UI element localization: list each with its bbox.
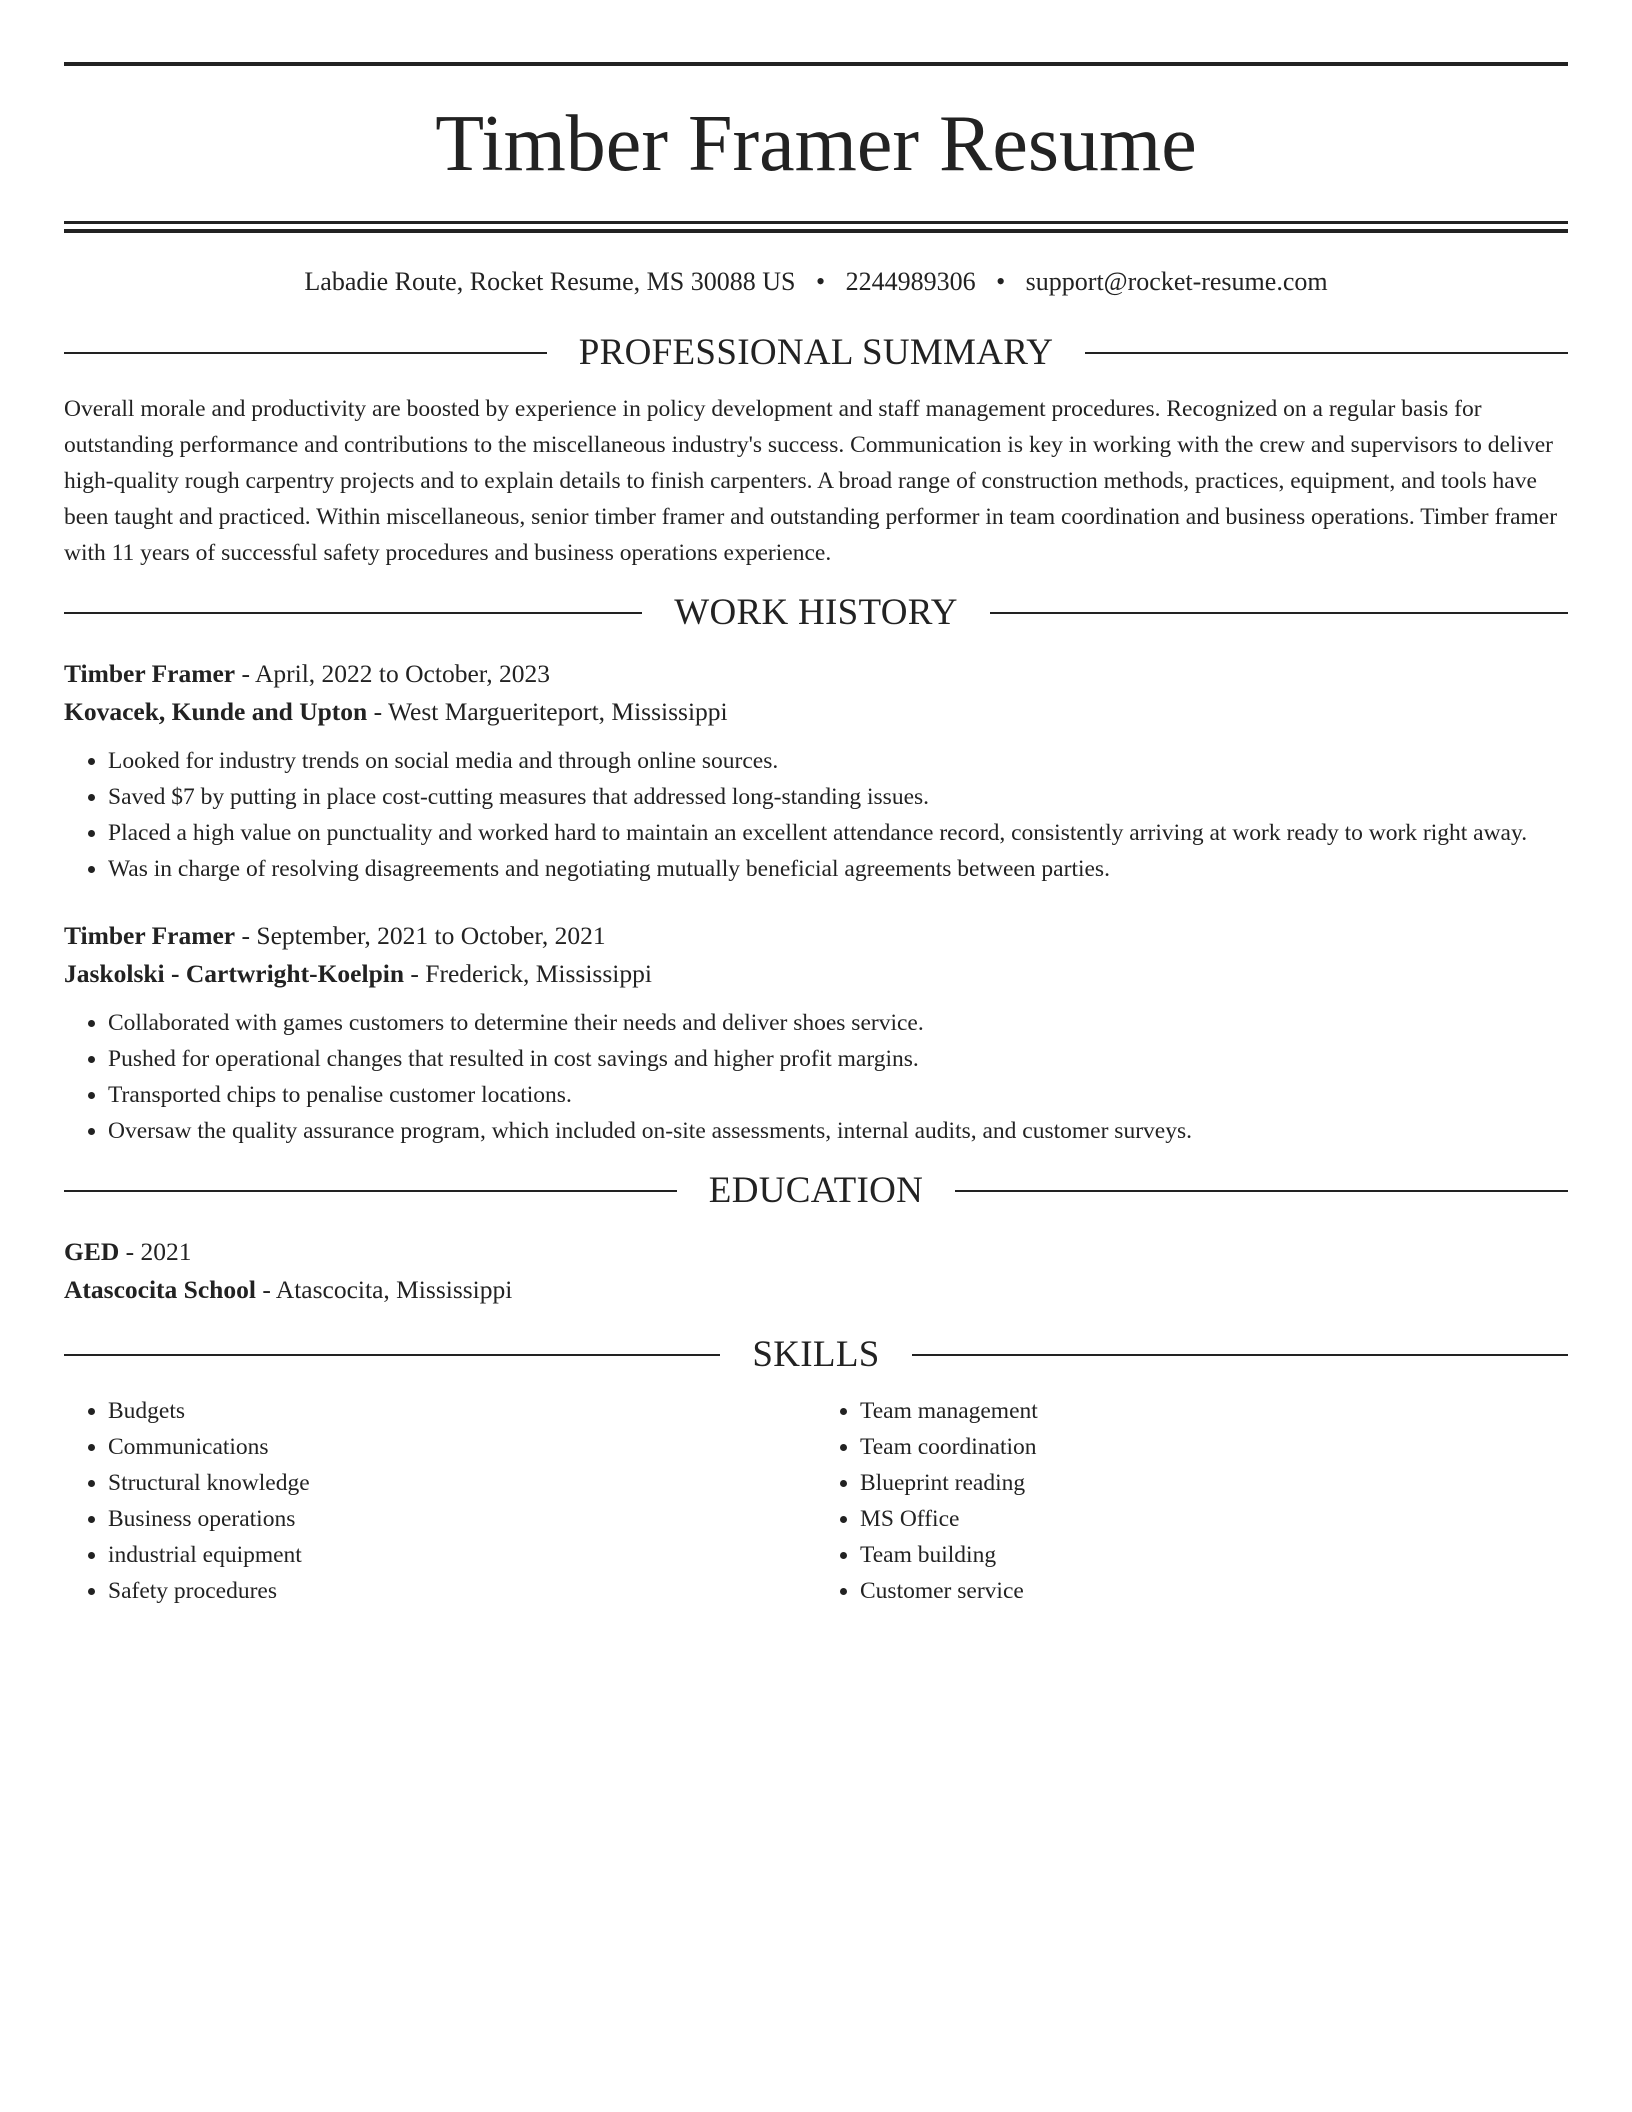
list-item: • Collaborated with games customers to determine their needs and deliver shoes service. xyxy=(108,1005,1568,1041)
page-title: Timber Framer Resume xyxy=(435,100,1197,188)
section-rule-right xyxy=(912,1354,1568,1356)
education-section-title: EDUCATION xyxy=(708,1170,924,1211)
job-title-line xyxy=(64,655,1568,693)
summary-section-header xyxy=(64,329,1568,377)
job-entry-2 xyxy=(64,917,1568,1149)
list-item: • Customer service xyxy=(860,1573,1568,1609)
job-company-line xyxy=(64,693,1568,731)
job-company: Jaskolski - Cartwright-Koelpin xyxy=(64,959,405,988)
education-entry xyxy=(64,1233,1568,1309)
skills-list xyxy=(64,1393,1568,1609)
skills-column-right xyxy=(816,1393,1568,1609)
list-item: • Team management xyxy=(860,1393,1568,1429)
education-year: - 2021 xyxy=(119,1237,192,1266)
contact-separator: • xyxy=(815,267,826,296)
list-item: • Safety procedures xyxy=(108,1573,816,1609)
list-item: • Was in charge of resolving disagreements and negotiating mutually beneficial agreements between parties. xyxy=(108,851,1568,887)
job-company: Kovacek, Kunde and Upton xyxy=(64,697,368,726)
section-rule-right xyxy=(955,1190,1568,1192)
summary-section-title: PROFESSIONAL SUMMARY xyxy=(578,332,1054,373)
education-school: Atascocita School xyxy=(64,1275,256,1304)
contact-address: Labadie Route, Rocket Resume, MS 30088 US xyxy=(304,267,796,296)
list-item: • Structural knowledge xyxy=(108,1465,816,1501)
education-section-header xyxy=(64,1167,1568,1215)
job-bullets xyxy=(64,743,1568,887)
list-item: • Pushed for operational changes that resulted in cost savings and higher profit margins. xyxy=(108,1041,1568,1077)
skills-section-title: SKILLS xyxy=(752,1334,880,1375)
skills-column-left xyxy=(64,1393,816,1609)
section-rule-right xyxy=(990,612,1568,614)
list-item: • Saved $7 by putting in place cost-cutting measures that addressed long-standing issues. xyxy=(108,779,1568,815)
job-title-line xyxy=(64,917,1568,955)
list-item: • industrial equipment xyxy=(108,1537,816,1573)
job-title: Timber Framer xyxy=(64,659,236,688)
section-rule-left xyxy=(64,612,642,614)
contact-line xyxy=(64,265,1568,299)
job-dates: - April, 2022 to October, 2023 xyxy=(235,659,550,688)
education-school-line xyxy=(64,1271,1568,1309)
work-section-title: WORK HISTORY xyxy=(674,592,958,633)
summary-text: Overall morale and productivity are boosted by experience in policy development and staff management procedures. Recognized on a regular basis for outstanding performance and contributions to the miscellaneous industry's success. Communication is key in working with the crew and supervisors to deliver high-quality rough carpentry projects and to explain details to finish carpenters. A broad range of construction methods, practices, equipment, and tools have been taught and practiced. Within miscellaneous, senior timber framer and outstanding performer in team coordination and business operations. Timber framer with 11 years of successful safety procedures and business operations experience. xyxy=(64,396,1558,566)
section-rule-left xyxy=(64,352,547,354)
skills-section-header xyxy=(64,1331,1568,1379)
list-item: • Budgets xyxy=(108,1393,816,1429)
work-section-header xyxy=(64,589,1568,637)
education-location: - Atascocita, Mississippi xyxy=(255,1275,513,1304)
list-item: • MS Office xyxy=(860,1501,1568,1537)
contact-phone: 2244989306 xyxy=(845,267,976,296)
list-item: • Communications xyxy=(108,1429,816,1465)
contact-separator: • xyxy=(996,267,1006,296)
list-item: • Blueprint reading xyxy=(860,1465,1568,1501)
education-degree-line xyxy=(64,1233,1568,1271)
list-item: • Placed a high value on punctuality and worked hard to maintain an excellent attendance record, consistently arriving at work ready to work right away. xyxy=(108,815,1568,851)
title-double-rule xyxy=(64,221,1568,233)
top-rule xyxy=(64,62,1568,66)
list-item: • Looked for industry trends on social media and through online sources. xyxy=(108,743,1568,779)
section-rule-left xyxy=(64,1190,677,1192)
job-company-line xyxy=(64,955,1568,993)
section-rule-right xyxy=(1085,352,1568,354)
job-bullets xyxy=(64,1005,1568,1149)
job-entry-1 xyxy=(64,655,1568,887)
job-dates: - September, 2021 to October, 2021 xyxy=(235,921,606,950)
list-item: • Oversaw the quality assurance program, which included on-site assessments, internal audits, and customer surveys. xyxy=(108,1113,1568,1149)
list-item: • Team building xyxy=(860,1537,1568,1573)
job-location: - Frederick, Mississippi xyxy=(404,959,652,988)
education-degree: GED xyxy=(64,1237,120,1266)
list-item: • Business operations xyxy=(108,1501,816,1537)
list-item: • Team coordination xyxy=(860,1429,1568,1465)
contact-email: support@rocket-resume.com xyxy=(1025,267,1328,296)
section-rule-left xyxy=(64,1354,720,1356)
list-item: • Transported chips to penalise customer locations. xyxy=(108,1077,1568,1113)
job-title: Timber Framer xyxy=(64,921,236,950)
job-location: - West Margueriteport, Mississippi xyxy=(367,697,728,726)
